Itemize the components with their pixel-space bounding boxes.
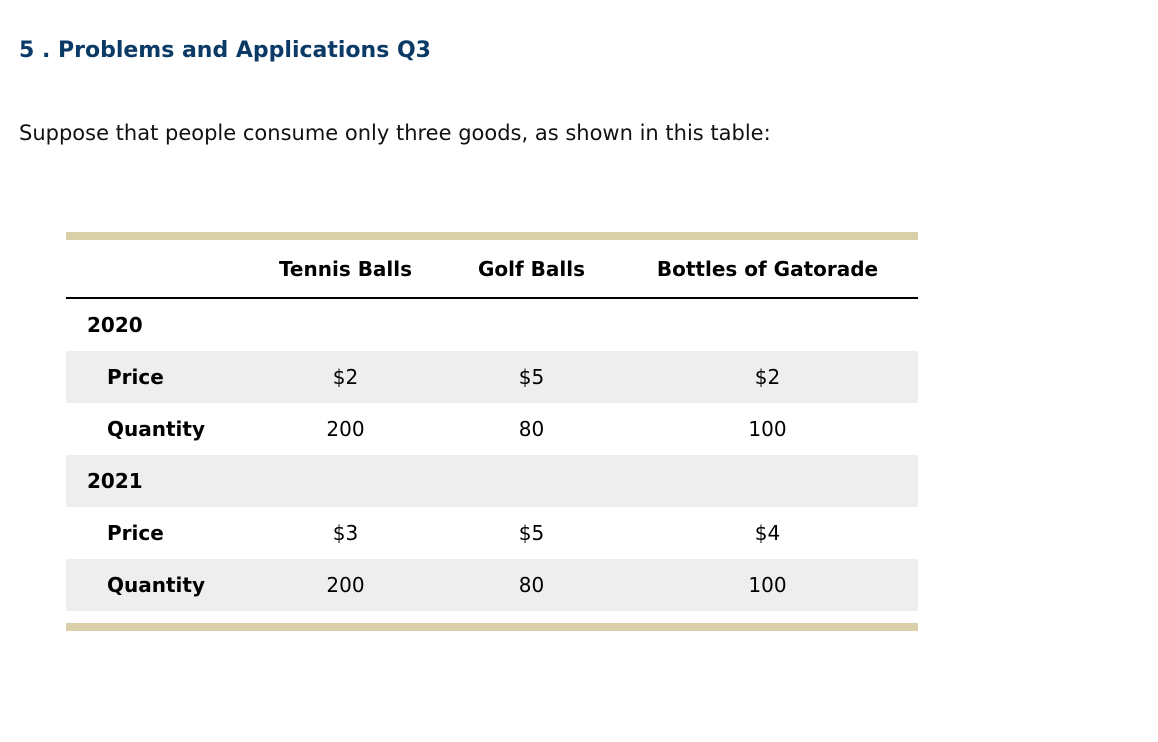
goods-table xyxy=(66,232,918,631)
table-row xyxy=(66,351,918,403)
cell-tennis-balls-quantity: 200 xyxy=(326,417,365,441)
column-header-blank xyxy=(66,240,245,298)
table-top-rule xyxy=(66,232,918,240)
table-row xyxy=(66,559,918,611)
cell-gatorade-quantity: 100 xyxy=(748,417,787,441)
cell-tennis-balls-quantity: 200 xyxy=(245,559,446,611)
table-row xyxy=(66,403,918,455)
cell-golf-balls-quantity: 80 xyxy=(446,559,617,611)
row-label-quantity: Quantity xyxy=(107,417,205,441)
cell-golf-balls-price: $5 xyxy=(446,351,617,403)
table-bottom-rule xyxy=(66,623,918,631)
cell-golf-balls-price: $5 xyxy=(518,521,545,545)
row-label-quantity: Quantity xyxy=(66,559,245,611)
column-header-tennis-balls: Tennis Balls xyxy=(245,240,446,298)
table-row xyxy=(66,507,918,559)
cell-gatorade-quantity: 100 xyxy=(617,559,918,611)
cell-gatorade-price: $2 xyxy=(617,351,918,403)
column-header-golf-balls: Golf Balls xyxy=(446,240,617,298)
year-row-2021 xyxy=(66,455,918,507)
cell-tennis-balls-price: $2 xyxy=(245,351,446,403)
year-label: 2020 xyxy=(87,313,143,337)
cell-golf-balls-quantity: 80 xyxy=(518,417,545,441)
year-row-2020 xyxy=(66,298,918,351)
cell-gatorade-price: $4 xyxy=(754,521,781,545)
problem-title: 5 . Problems and Applications Q3 xyxy=(19,38,431,63)
row-label-price: Price xyxy=(107,521,164,545)
row-label-price: Price xyxy=(66,351,245,403)
table-header-row xyxy=(66,240,918,298)
column-header-gatorade: Bottles of Gatorade xyxy=(617,240,918,298)
price-quantity-table xyxy=(66,240,918,611)
year-label: 2021 xyxy=(66,455,245,507)
cell-tennis-balls-price: $3 xyxy=(332,521,359,545)
problem-intro: Suppose that people consume only three goods, as shown in this table: xyxy=(19,121,771,145)
